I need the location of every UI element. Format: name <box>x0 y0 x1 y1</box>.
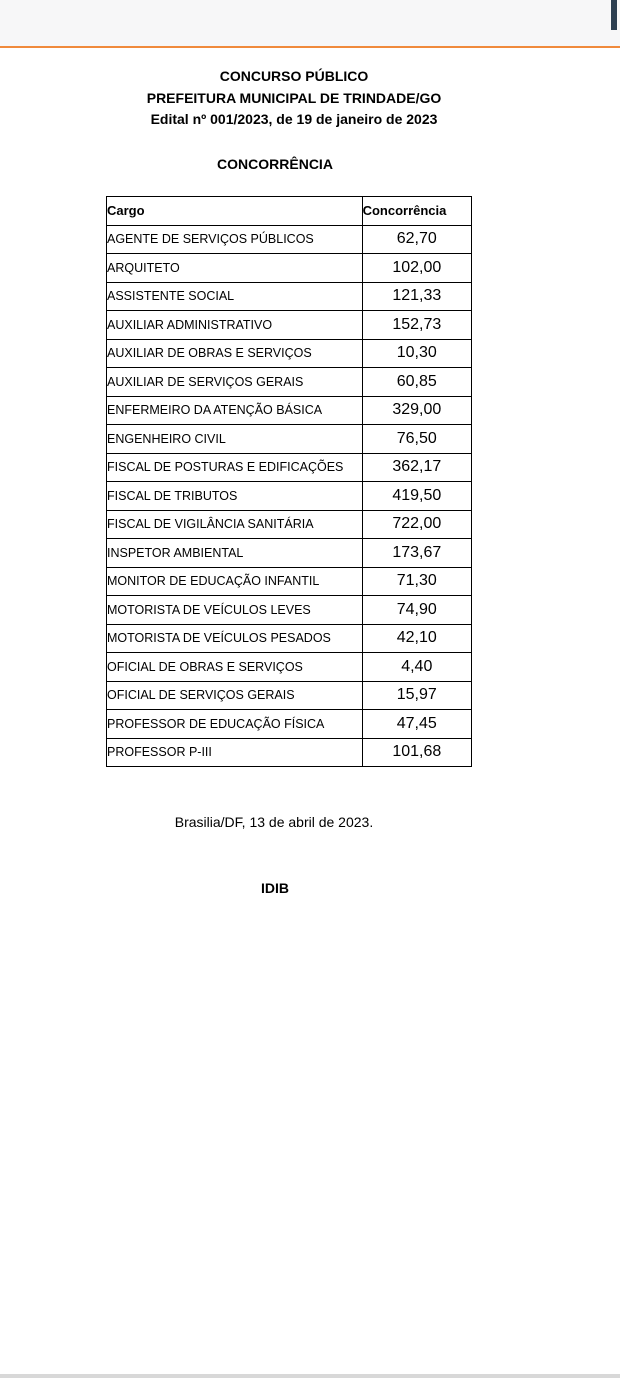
page-bottom-edge <box>0 1374 620 1378</box>
cargo-cell: MONITOR DE EDUCAÇÃO INFANTIL <box>107 567 363 596</box>
concorrencia-cell: 152,73 <box>362 311 471 340</box>
table-row <box>107 482 472 511</box>
header-prefeitura: PREFEITURA MUNICIPAL DE TRINDADE/GO <box>146 89 442 106</box>
concorrencia-cell: 74,90 <box>362 596 471 625</box>
concorrencia-cell: 60,85 <box>362 368 471 397</box>
table-row <box>107 710 472 739</box>
cargo-cell: PROFESSOR P-III <box>107 738 363 767</box>
organization-signature: IDIB <box>261 880 289 896</box>
cargo-cell: AUXILIAR DE OBRAS E SERVIÇOS <box>107 339 363 368</box>
cargo-cell: FISCAL DE POSTURAS E EDIFICAÇÕES <box>107 453 363 482</box>
table-row <box>107 282 472 311</box>
concorrencia-cell: 101,68 <box>362 738 471 767</box>
table-row <box>107 681 472 710</box>
cargo-cell: FISCAL DE VIGILÂNCIA SANITÁRIA <box>107 510 363 539</box>
concorrencia-cell: 76,50 <box>362 425 471 454</box>
table-row <box>107 738 472 767</box>
cargo-cell: INSPETOR AMBIENTAL <box>107 539 363 568</box>
place-date: Brasilia/DF, 13 de abril de 2023. <box>174 814 374 830</box>
cargo-cell: AUXILIAR ADMINISTRATIVO <box>107 311 363 340</box>
concorrencia-cell: 362,17 <box>362 453 471 482</box>
table-row <box>107 624 472 653</box>
concorrencia-cell: 10,30 <box>362 339 471 368</box>
table-row <box>107 453 472 482</box>
concorrencia-cell: 102,00 <box>362 254 471 283</box>
table-row <box>107 596 472 625</box>
table-row <box>107 311 472 340</box>
table-row <box>107 510 472 539</box>
table-row <box>107 254 472 283</box>
accent-divider <box>0 46 620 48</box>
concorrencia-cell: 329,00 <box>362 396 471 425</box>
cargo-cell: ASSISTENTE SOCIAL <box>107 282 363 311</box>
cargo-cell: PROFESSOR DE EDUCAÇÃO FÍSICA <box>107 710 363 739</box>
scroll-position-marker[interactable] <box>611 0 617 30</box>
column-header-concorrencia: Concorrência <box>362 197 471 226</box>
concorrencia-cell: 121,33 <box>362 282 471 311</box>
table-row <box>107 425 472 454</box>
table-row <box>107 225 472 254</box>
cargo-cell: ENFERMEIRO DA ATENÇÃO BÁSICA <box>107 396 363 425</box>
cargo-cell: MOTORISTA DE VEÍCULOS PESADOS <box>107 624 363 653</box>
column-header-cargo: Cargo <box>107 197 363 226</box>
concorrencia-cell: 62,70 <box>362 225 471 254</box>
table-body <box>107 225 472 767</box>
cargo-cell: FISCAL DE TRIBUTOS <box>107 482 363 511</box>
concorrencia-cell: 4,40 <box>362 653 471 682</box>
concorrencia-cell: 722,00 <box>362 510 471 539</box>
cargo-cell: OFICIAL DE SERVIÇOS GERAIS <box>107 681 363 710</box>
cargo-cell: ENGENHEIRO CIVIL <box>107 425 363 454</box>
cargo-cell: AUXILIAR DE SERVIÇOS GERAIS <box>107 368 363 397</box>
concorrencia-table <box>106 196 472 767</box>
table-header-row <box>107 197 472 226</box>
cargo-cell: OFICIAL DE OBRAS E SERVIÇOS <box>107 653 363 682</box>
cargo-cell: AGENTE DE SERVIÇOS PÚBLICOS <box>107 225 363 254</box>
concorrencia-cell: 419,50 <box>362 482 471 511</box>
table-row <box>107 396 472 425</box>
header-edital: Edital nº 001/2023, de 19 de janeiro de 2023 <box>150 111 438 127</box>
header-title: CONCURSO PÚBLICO <box>219 68 369 84</box>
table-row <box>107 653 472 682</box>
concorrencia-cell: 15,97 <box>362 681 471 710</box>
viewer-top-bar <box>0 0 620 46</box>
document-header <box>0 66 588 131</box>
concorrencia-cell: 71,30 <box>362 567 471 596</box>
cargo-cell: MOTORISTA DE VEÍCULOS LEVES <box>107 596 363 625</box>
cargo-cell: ARQUITETO <box>107 254 363 283</box>
concorrencia-cell: 42,10 <box>362 624 471 653</box>
table-row <box>107 339 472 368</box>
concorrencia-cell: 47,45 <box>362 710 471 739</box>
concorrencia-cell: 173,67 <box>362 539 471 568</box>
table-row <box>107 368 472 397</box>
section-title: CONCORRÊNCIA <box>217 156 333 172</box>
table-row <box>107 567 472 596</box>
table-row <box>107 539 472 568</box>
